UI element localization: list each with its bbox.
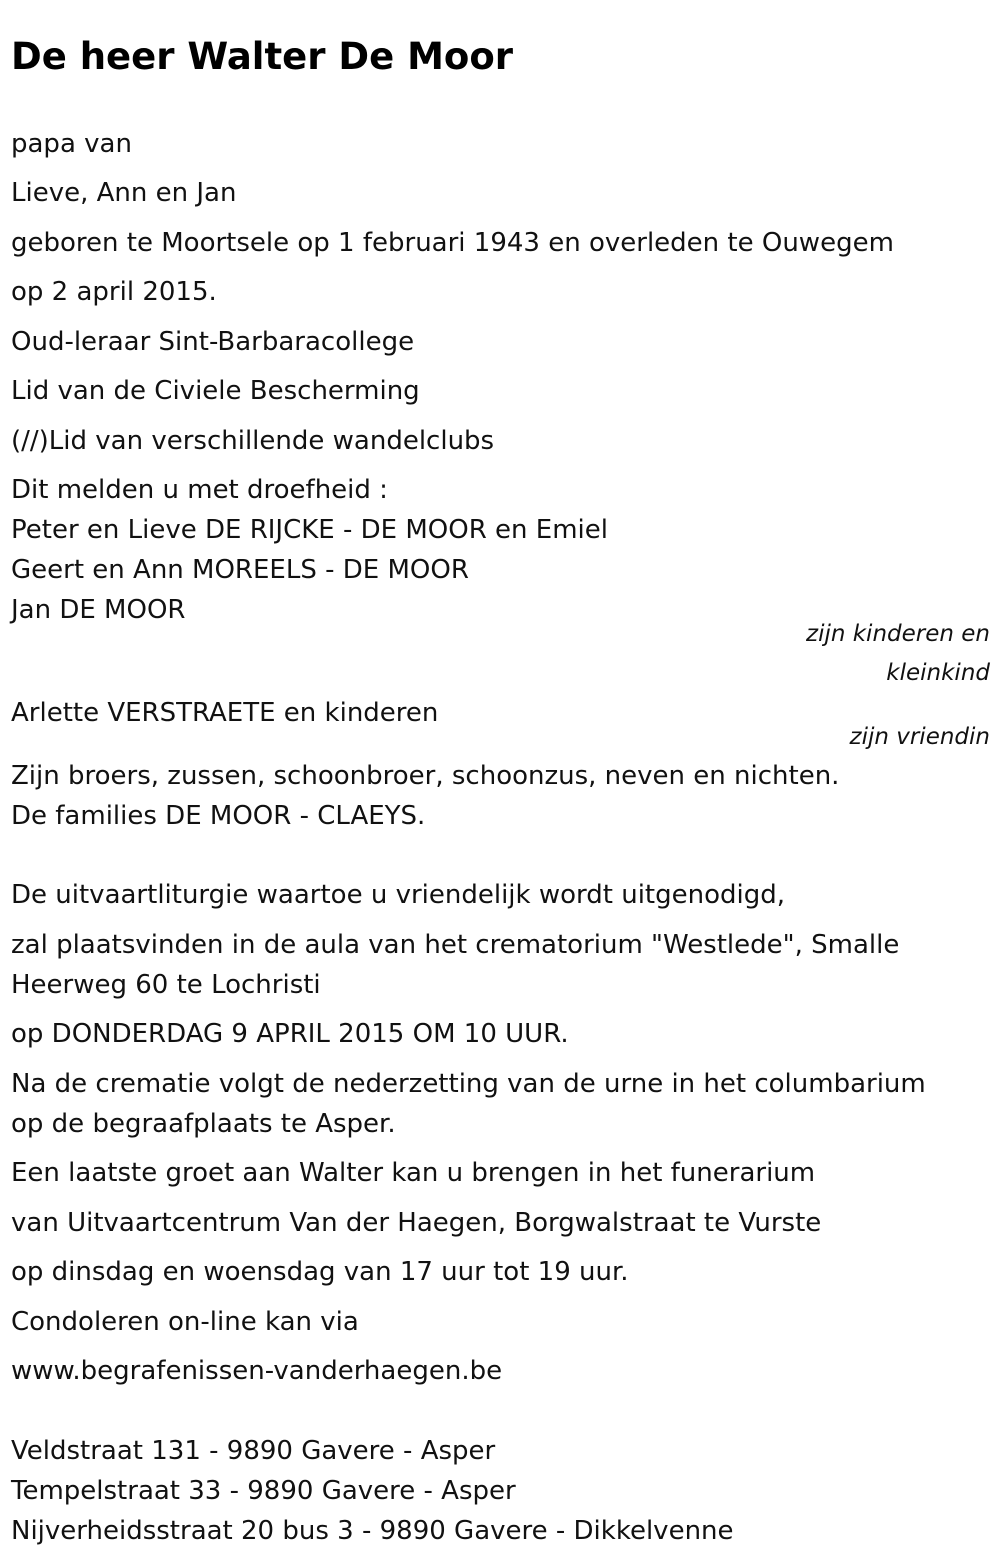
role-children-line-2: kleinkind xyxy=(886,660,990,686)
condolence-text: Condoleren on-line kan via xyxy=(11,1307,359,1337)
member-civil-text: Lid van de Civiele Bescherming xyxy=(11,376,420,406)
family-line-3: Jan DE MOOR xyxy=(11,595,186,625)
urn-line-2: op de begraafplaats te Asper. xyxy=(11,1109,396,1139)
visit-line-2: van Uitvaartcentrum Van der Haegen, Borgwalstraat te Vurste xyxy=(11,1208,822,1238)
page-title: De heer Walter De Moor xyxy=(11,35,513,78)
website-link-text[interactable]: www.begrafenissen-vanderhaegen.be xyxy=(11,1356,503,1386)
relatives-text: Zijn broers, zussen, schoonbroer, schoonzus, neven en nichten. xyxy=(11,761,840,791)
funeral-line-1: De uitvaartliturgie waartoe u vriendelijk wordt uitgenodigd, xyxy=(11,880,785,910)
funeral-line-3: Heerweg 60 te Lochristi xyxy=(11,970,321,1000)
announce-intro-text: Dit melden u met droefheid : xyxy=(11,475,388,505)
families-text: De families DE MOOR - CLAEYS. xyxy=(11,801,426,831)
role-children-line-1: zijn kinderen en xyxy=(806,621,990,647)
birth-death-line-1: geboren te Moortsele op 1 februari 1943 en overleden te Ouwegem xyxy=(11,228,894,258)
funeral-line-2: zal plaatsvinden in de aula van het crematorium "Westlede", Smalle xyxy=(11,930,900,960)
friend-text: Arlette VERSTRAETE en kinderen xyxy=(11,698,439,728)
family-line-1: Peter en Lieve DE RIJCKE - DE MOOR en Emiel xyxy=(11,515,608,545)
website-link[interactable] xyxy=(11,1351,502,1391)
children-names-text: Lieve, Ann en Jan xyxy=(11,178,237,208)
visit-line-1: Een laatste groet aan Walter kan u brengen in het funerarium xyxy=(11,1158,816,1188)
role-friend-text: zijn vriendin xyxy=(849,724,990,750)
member-walking-text: (//)Lid van verschillende wandelclubs xyxy=(11,426,495,456)
visit-line-3: op dinsdag en woensdag van 17 uur tot 19 uur. xyxy=(11,1257,629,1287)
occupation-text: Oud-leraar Sint-Barbaracollege xyxy=(11,327,415,357)
urn-line-1: Na de crematie volgt de nederzetting van de urne in het columbarium xyxy=(11,1069,926,1099)
birth-death-line-2: op 2 april 2015. xyxy=(11,277,217,307)
family-line-2: Geert en Ann MOREELS - DE MOOR xyxy=(11,555,469,585)
papa-van-text: papa van xyxy=(11,129,132,159)
address-line-1: Veldstraat 131 - 9890 Gavere - Asper xyxy=(11,1436,496,1466)
address-line-2: Tempelstraat 33 - 9890 Gavere - Asper xyxy=(11,1476,516,1506)
funeral-date-text: op DONDERDAG 9 APRIL 2015 OM 10 UUR. xyxy=(11,1019,569,1049)
address-line-3: Nijverheidsstraat 20 bus 3 - 9890 Gavere - Dikkelvenne xyxy=(11,1516,734,1546)
